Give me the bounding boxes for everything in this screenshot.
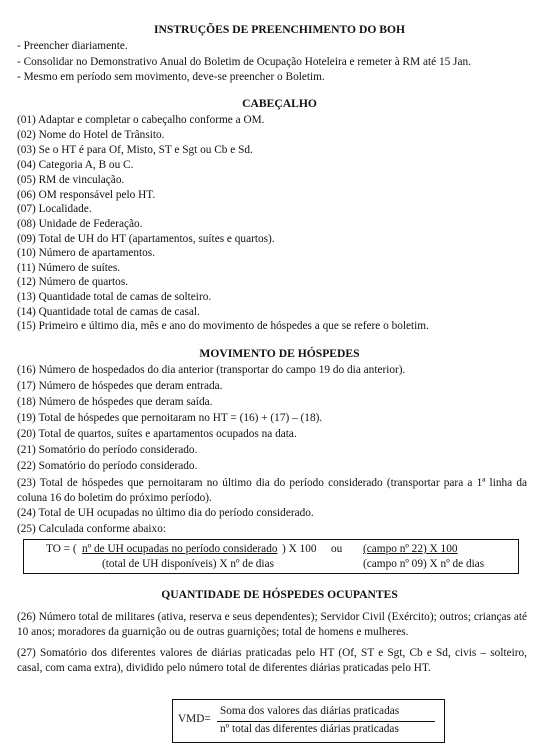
- cabecalho-item: (08) Unidade de Federação.: [17, 218, 143, 230]
- cabecalho-item: (01) Adaptar e completar o cabeçalho conforme a OM.: [17, 114, 265, 126]
- quantidade-item-26: (26) Número total de militares (ativa, reserva e seus dependentes); Servidor Civil (Exército); outros; crianças até 10 anos; moradores da guarnição ou de outras guarnições; total de homens e mulheres.: [17, 611, 527, 638]
- cabecalho-item: (14) Quantidade total de camas de casal.: [17, 306, 200, 318]
- cabecalho-item: (05) RM de vinculação.: [17, 174, 125, 186]
- cabecalho-item: (12) Número de quartos.: [17, 276, 129, 288]
- movimento-item: (16) Número de hospedados do dia anterior (transportar do campo 19 do dia anterior).: [17, 364, 406, 376]
- movimento-title: MOVIMENTO DE HÓSPEDES: [199, 347, 360, 360]
- movimento-item: (24) Total de UH ocupadas no último dia do período considerado.: [17, 507, 314, 519]
- vmd-formula-numerator: Soma dos valores das diárias praticadas: [220, 705, 400, 717]
- movimento-item: (20) Total de quartos, suítes e apartamentos ocupados na data.: [17, 428, 297, 440]
- cabecalho-item: (10) Número de apartamentos.: [17, 247, 156, 259]
- movimento-item: (19) Total de hóspedes que pernoitaram no HT = (16) + (17) – (18).: [17, 412, 323, 424]
- to-formula-box: [23, 539, 519, 574]
- quantidade-item-27: (27) Somatório dos diferentes valores de diárias praticadas pelo HT (Of, ST e Sgt, Cb e Sd, civis – solteiro, casal, com cama extra), dividido pelo número total de diferentes diárias praticadas pelo HT.: [17, 647, 527, 674]
- cabecalho-item: (02) Nome do Hotel de Trânsito.: [17, 129, 165, 141]
- to-formula-numerator: nº de UH ocupadas no período considerado: [82, 543, 278, 555]
- instruction-line: - Mesmo em período sem movimento, deve-se preencher o Boletim.: [17, 71, 325, 83]
- vmd-fraction-line: [217, 721, 435, 722]
- movimento-item: (18) Número de hóspedes que deram saída.: [17, 396, 213, 408]
- movimento-item: (21) Somatório do período considerado.: [17, 444, 198, 456]
- vmd-formula-box: [172, 699, 445, 743]
- cabecalho-item: (07) Localidade.: [17, 203, 92, 215]
- to-formula-or: ou: [331, 543, 343, 555]
- instructions-title: INSTRUÇÕES DE PREENCHIMENTO DO BOH: [153, 23, 406, 36]
- instruction-line: - Preencher diariamente.: [17, 40, 128, 52]
- movimento-item: (22) Somatório do período considerado.: [17, 460, 198, 472]
- movimento-item: (23) Total de hóspedes que pernoitaram no último dia do período considerado (transportar para a 1ª linha da coluna 16 do boletim do próximo período).: [17, 477, 527, 504]
- movimento-item: (25) Calculada conforme abaixo:: [17, 523, 166, 535]
- vmd-formula-lhs: VMD=: [178, 713, 211, 725]
- to-formula-multiplier: ) X 100: [282, 543, 317, 555]
- cabecalho-item: (06) OM responsável pelo HT.: [17, 189, 156, 201]
- to-formula-denominator: (total de UH disponíveis) X nº de dias: [102, 558, 274, 570]
- movimento-item: (17) Número de hóspedes que deram entrada.: [17, 380, 223, 392]
- cabecalho-item: (09) Total de UH do HT (apartamentos, suítes e quartos).: [17, 233, 275, 245]
- to-formula-alt-denominator: (campo nº 09) X nº de dias: [363, 558, 485, 570]
- cabecalho-item: (15) Primeiro e último dia, mês e ano do movimento de hóspedes a que se refere o boletim.: [17, 320, 429, 332]
- instruction-line: - Consolidar no Demonstrativo Anual do Boletim de Ocupação Hoteleira e remeter à RM até 15 Jan.: [17, 56, 471, 68]
- cabecalho-item: (04) Categoria A, B ou C.: [17, 159, 134, 171]
- cabecalho-title: CABEÇALHO: [242, 97, 317, 110]
- quantidade-title: QUANTIDADE DE HÓSPEDES OCUPANTES: [161, 588, 398, 601]
- cabecalho-item: (03) Se o HT é para Of, Misto, ST e Sgt ou Cb e Sd.: [17, 144, 253, 156]
- cabecalho-item: (13) Quantidade total de camas de solteiro.: [17, 291, 212, 303]
- vmd-formula-denominator: nº total das diferentes diárias praticadas: [220, 723, 399, 735]
- to-formula-alt-numerator: (campo nº 22) X 100: [363, 543, 458, 555]
- to-formula-lhs: TO = (: [46, 543, 77, 555]
- cabecalho-item: (11) Número de suítes.: [17, 262, 121, 274]
